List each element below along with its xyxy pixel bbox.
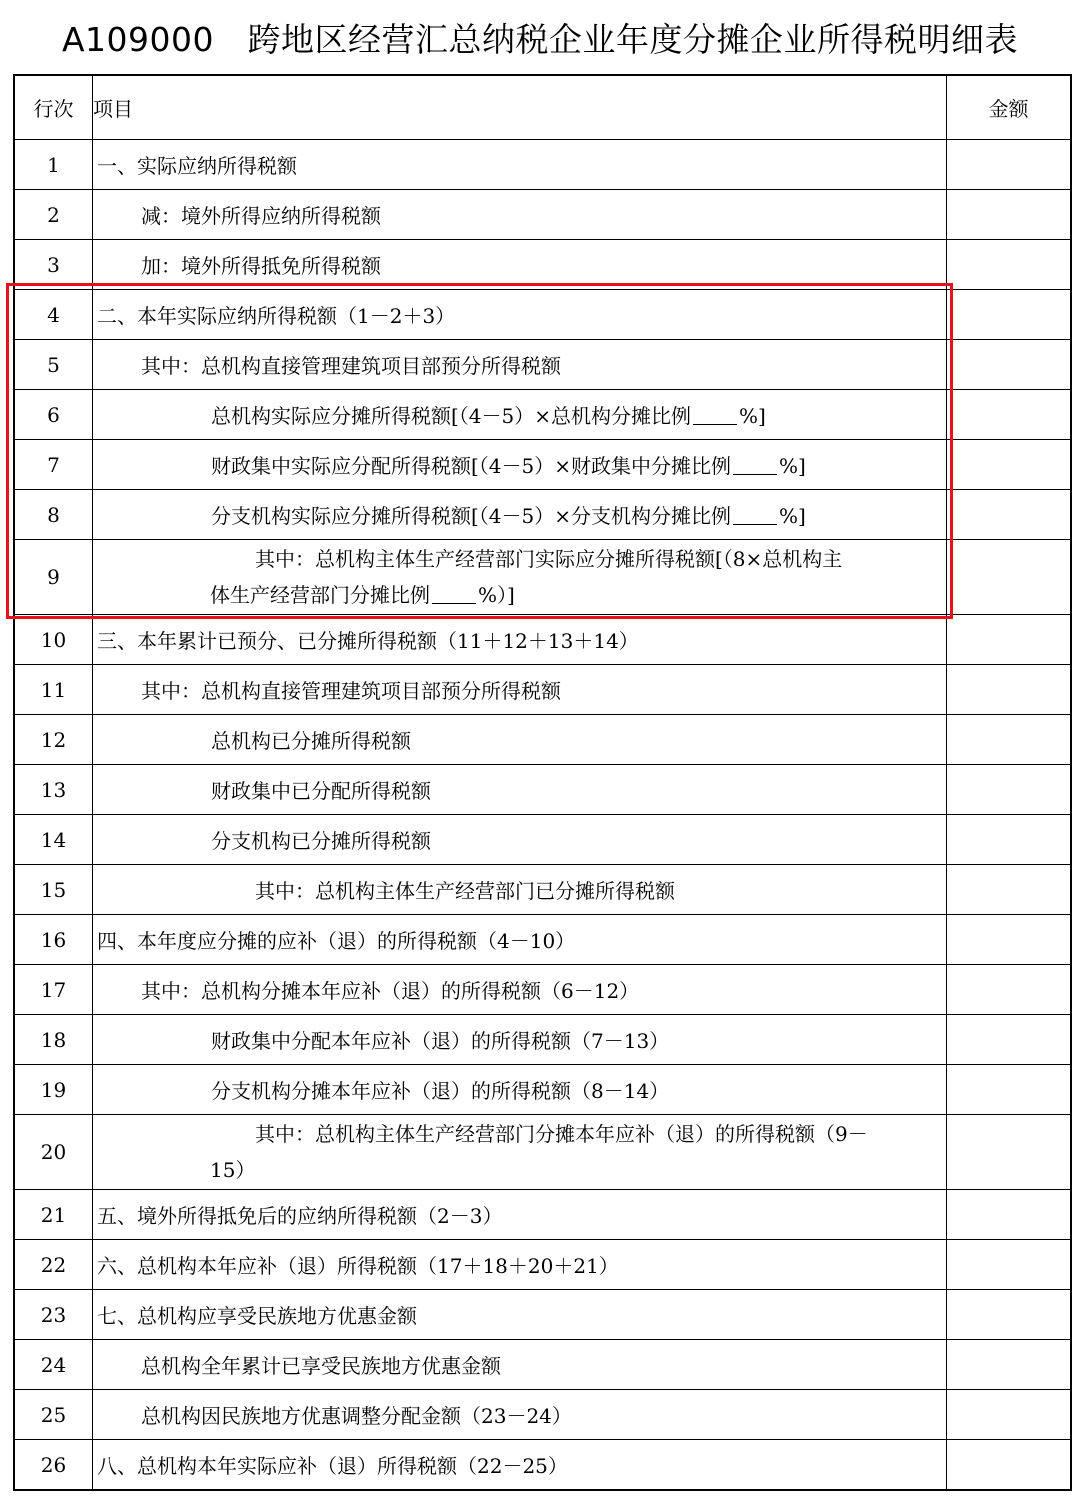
row-item-text: 四、本年度应分摊的应补（退）的所得税额（4－10） — [97, 929, 576, 953]
row-item — [93, 390, 947, 440]
row-item-line1: 其中：总机构主体生产经营部门实际应分摊所得税额[（8×总机构主 — [255, 547, 843, 571]
row-amount-cell[interactable] — [947, 865, 1072, 915]
row-number: 9 — [14, 540, 93, 615]
table-row — [14, 715, 1071, 765]
table-row — [14, 1065, 1071, 1115]
table-row — [14, 340, 1071, 390]
table-row — [14, 540, 1071, 615]
row-number: 12 — [14, 715, 93, 765]
row-number: 18 — [14, 1015, 93, 1065]
row-item — [93, 540, 947, 615]
row-item — [93, 1065, 947, 1115]
row-amount-cell[interactable] — [947, 615, 1072, 665]
row-number: 3 — [14, 240, 93, 290]
row-item-text: 总机构实际应分摊所得税额[（4－5）×总机构分摊比例 %] — [211, 404, 766, 428]
row-number: 24 — [14, 1340, 93, 1390]
row-item-line2: 15） — [210, 1158, 256, 1182]
row-amount-cell[interactable] — [947, 665, 1072, 715]
row-item-text: 七、总机构应享受民族地方优惠金额 — [97, 1304, 417, 1328]
table-row — [14, 1015, 1071, 1065]
row-item — [93, 915, 947, 965]
row-item-text: 分支机构实际应分摊所得税额[（4－5）×分支机构分摊比例 %] — [211, 504, 806, 528]
row-item-text: 一、实际应纳所得税额 — [97, 154, 297, 178]
row-amount-cell[interactable] — [947, 1440, 1072, 1491]
row-number: 10 — [14, 615, 93, 665]
row-item-text: 六、总机构本年应补（退）所得税额（17＋18＋20＋21） — [97, 1254, 619, 1278]
row-item — [93, 615, 947, 665]
row-item — [93, 1290, 947, 1340]
row-item — [93, 190, 947, 240]
ratio-blank — [733, 506, 777, 525]
table-row — [14, 240, 1071, 290]
table-row — [14, 1290, 1071, 1340]
row-item-text: 减：境外所得应纳所得税额 — [141, 204, 381, 228]
header-row — [14, 75, 1071, 140]
row-item-text: 财政集中分配本年应补（退）的所得税额（7－13） — [211, 1029, 670, 1053]
row-number: 11 — [14, 665, 93, 715]
row-number: 7 — [14, 440, 93, 490]
table-row — [14, 490, 1071, 540]
row-item-text: 其中：总机构主体生产经营部门已分摊所得税额 — [255, 879, 675, 903]
table-row — [14, 1240, 1071, 1290]
table-row — [14, 815, 1071, 865]
row-amount-cell[interactable] — [947, 715, 1072, 765]
row-item — [93, 1015, 947, 1065]
row-number: 20 — [14, 1115, 93, 1190]
row-item — [93, 865, 947, 915]
form-title: A109000 跨地区经营汇总纳税企业年度分摊企业所得税明细表 — [61, 20, 1019, 59]
row-item-text: 财政集中实际应分配所得税额[（4－5）×财政集中分摊比例 %] — [211, 454, 806, 478]
row-amount-cell[interactable] — [947, 1240, 1072, 1290]
ratio-blank — [693, 406, 737, 425]
tax-allocation-table — [13, 74, 1072, 1491]
table-row — [14, 665, 1071, 715]
row-number: 5 — [14, 340, 93, 390]
row-amount-cell[interactable] — [947, 390, 1072, 440]
row-item — [93, 665, 947, 715]
row-amount-cell[interactable] — [947, 490, 1072, 540]
row-item — [93, 1240, 947, 1290]
row-item — [93, 815, 947, 865]
row-item-text: 分支机构已分摊所得税额 — [211, 829, 431, 853]
row-amount-cell[interactable] — [947, 290, 1072, 340]
row-number: 13 — [14, 765, 93, 815]
row-amount-cell[interactable] — [947, 915, 1072, 965]
row-number: 14 — [14, 815, 93, 865]
table-row — [14, 440, 1071, 490]
table-row — [14, 290, 1071, 340]
table-row — [14, 190, 1071, 240]
row-amount-cell[interactable] — [947, 1290, 1072, 1340]
ratio-blank — [432, 585, 476, 604]
row-amount-cell[interactable] — [947, 1065, 1072, 1115]
row-item-text: 分支机构分摊本年应补（退）的所得税额（8－14） — [211, 1079, 670, 1103]
row-item-text: 其中：总机构分摊本年应补（退）的所得税额（6－12） — [141, 979, 640, 1003]
row-item — [93, 140, 947, 190]
row-item — [93, 1440, 947, 1491]
row-item — [93, 490, 947, 540]
row-number: 4 — [14, 290, 93, 340]
row-item-line1: 其中：总机构主体生产经营部门分摊本年应补（退）的所得税额（9－ — [255, 1122, 868, 1146]
row-number: 23 — [14, 1290, 93, 1340]
row-item — [93, 965, 947, 1015]
row-amount-cell[interactable] — [947, 440, 1072, 490]
row-amount-cell[interactable] — [947, 815, 1072, 865]
row-number: 8 — [14, 490, 93, 540]
table-row — [14, 1115, 1071, 1190]
row-item-text: 五、境外所得抵免后的应纳所得税额（2－3） — [97, 1204, 503, 1228]
row-number: 2 — [14, 190, 93, 240]
row-item — [93, 1115, 947, 1190]
row-item — [93, 240, 947, 290]
row-item-text: 八、总机构本年实际应补（退）所得税额（22－25） — [97, 1454, 568, 1478]
row-item — [93, 1340, 947, 1390]
table-row — [14, 765, 1071, 815]
table-row — [14, 865, 1071, 915]
table-row — [14, 915, 1071, 965]
row-number: 25 — [14, 1390, 93, 1440]
row-number: 19 — [14, 1065, 93, 1115]
row-item-text: 总机构全年累计已享受民族地方优惠金额 — [141, 1354, 501, 1378]
row-item-text: 二、本年实际应纳所得税额（1－2＋3） — [97, 304, 456, 328]
row-item — [93, 715, 947, 765]
row-item — [93, 1390, 947, 1440]
table-row — [14, 390, 1071, 440]
table-row — [14, 1190, 1071, 1240]
row-number: 21 — [14, 1190, 93, 1240]
row-amount-cell[interactable] — [947, 140, 1072, 190]
header-item: 项目 — [93, 75, 947, 140]
row-amount-cell[interactable] — [947, 540, 1072, 615]
row-amount-cell[interactable] — [947, 965, 1072, 1015]
row-amount-cell[interactable] — [947, 1340, 1072, 1390]
table-row — [14, 1340, 1071, 1390]
header-row-no: 行次 — [14, 75, 93, 140]
row-amount-cell[interactable] — [947, 1190, 1072, 1240]
row-amount-cell[interactable] — [947, 765, 1072, 815]
row-number: 22 — [14, 1240, 93, 1290]
row-number: 6 — [14, 390, 93, 440]
row-item — [93, 440, 947, 490]
row-item-text: 总机构已分摊所得税额 — [211, 729, 411, 753]
row-item-line2: 体生产经营部门分摊比例 %）] — [210, 583, 515, 607]
row-item-text: 总机构因民族地方优惠调整分配金额（23－24） — [141, 1404, 572, 1428]
row-number: 17 — [14, 965, 93, 1015]
row-item — [93, 340, 947, 390]
table-row — [14, 965, 1071, 1015]
table-row — [14, 615, 1071, 665]
row-number: 1 — [14, 140, 93, 190]
row-item — [93, 1190, 947, 1240]
row-amount-cell[interactable] — [947, 340, 1072, 390]
table-row — [14, 1440, 1071, 1491]
table-row — [14, 140, 1071, 190]
row-amount-cell[interactable] — [947, 1015, 1072, 1065]
row-item — [93, 765, 947, 815]
row-item-text: 加：境外所得抵免所得税额 — [141, 254, 381, 278]
row-number: 16 — [14, 915, 93, 965]
row-number: 26 — [14, 1440, 93, 1491]
table-row — [14, 1390, 1071, 1440]
row-number: 15 — [14, 865, 93, 915]
row-amount-cell[interactable] — [947, 190, 1072, 240]
row-amount-cell[interactable] — [947, 1115, 1072, 1190]
row-item-text: 其中：总机构直接管理建筑项目部预分所得税额 — [141, 354, 561, 378]
row-amount-cell[interactable] — [947, 240, 1072, 290]
header-amount: 金额 — [947, 75, 1072, 140]
row-amount-cell[interactable] — [947, 1390, 1072, 1440]
row-item-text: 三、本年累计已预分、已分摊所得税额（11＋12＋13＋14） — [97, 629, 639, 653]
row-item-text: 财政集中已分配所得税额 — [211, 779, 431, 803]
row-item-text: 其中：总机构直接管理建筑项目部预分所得税额 — [141, 679, 561, 703]
row-item — [93, 290, 947, 340]
ratio-blank — [733, 456, 777, 475]
